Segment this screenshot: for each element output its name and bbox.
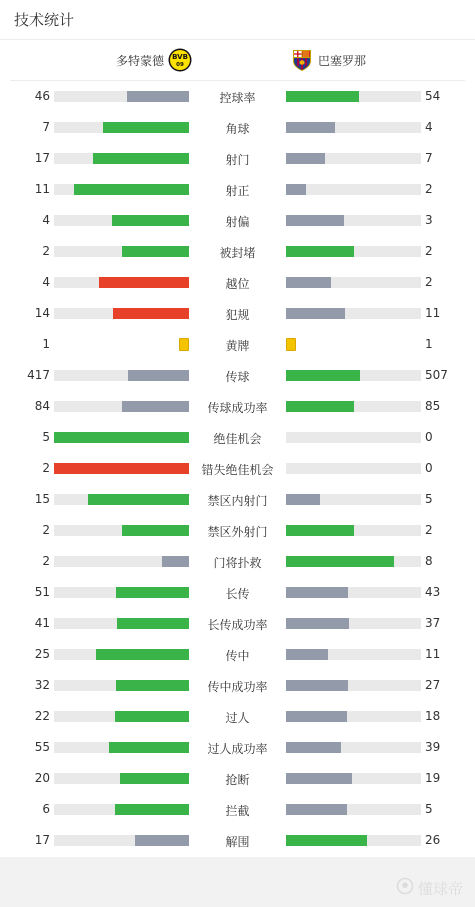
- home-bar-track: [54, 401, 189, 412]
- home-bar-track: [54, 494, 189, 505]
- home-bar-fill: [120, 773, 189, 784]
- home-bar-fill: [88, 494, 189, 505]
- home-value: 417: [27, 368, 50, 382]
- svg-text:09: 09: [176, 62, 184, 68]
- home-value: 46: [34, 89, 50, 103]
- away-bar-fill: [286, 246, 354, 257]
- home-bar-fill: [128, 370, 189, 381]
- away-bar-fill: [286, 370, 360, 381]
- away-value: 37: [425, 616, 441, 630]
- home-value: 17: [34, 833, 50, 847]
- home-team[interactable]: [116, 48, 192, 72]
- stat-label: 长传: [225, 587, 250, 601]
- away-bar-fill: [286, 401, 354, 412]
- home-bar-track: [54, 835, 189, 846]
- away-value: 8: [425, 554, 433, 568]
- yellow-card-icon: [179, 338, 189, 351]
- stat-label: 犯规: [225, 308, 250, 322]
- home-value: 2: [42, 554, 50, 568]
- away-bar-fill: [286, 556, 394, 567]
- away-bar-track: [286, 308, 421, 319]
- home-bar-track: [54, 91, 189, 102]
- home-value: 4: [42, 275, 50, 289]
- home-bar-track: [54, 649, 189, 660]
- away-bar-fill: [286, 122, 335, 133]
- stat-label: 射门: [225, 153, 250, 167]
- away-value: 27: [425, 678, 441, 692]
- svg-text:BVB: BVB: [172, 53, 188, 61]
- home-bar-fill: [93, 153, 189, 164]
- away-bar-track: [286, 773, 421, 784]
- stat-label: 传球成功率: [207, 401, 268, 415]
- away-value: 0: [425, 461, 433, 475]
- home-value: 55: [34, 740, 50, 754]
- stat-label: 传中: [225, 649, 250, 663]
- home-bar-fill: [54, 463, 189, 474]
- away-value: 85: [425, 399, 441, 413]
- stats-list: [0, 81, 475, 856]
- home-bar-track: [54, 804, 189, 815]
- home-bar-track: [54, 587, 189, 598]
- away-bar-fill: [286, 494, 320, 505]
- away-bar-track: [286, 277, 421, 288]
- home-bar-track: [54, 308, 189, 319]
- away-bar-fill: [286, 215, 344, 226]
- stat-row: [0, 81, 475, 112]
- stat-label: 射正: [225, 184, 250, 198]
- home-bar-track: [54, 153, 189, 164]
- home-value: 17: [34, 151, 50, 165]
- stat-label: 角球: [225, 122, 250, 136]
- home-value: 5: [42, 430, 50, 444]
- stat-row: [0, 484, 475, 515]
- away-bar-track: [286, 215, 421, 226]
- away-bar-fill: [286, 680, 348, 691]
- home-bar-track: [54, 525, 189, 536]
- away-bar-fill: [286, 184, 306, 195]
- home-value: 41: [34, 616, 50, 630]
- away-bar-track: [286, 742, 421, 753]
- home-value: 84: [34, 399, 50, 413]
- home-bar-fill: [116, 587, 189, 598]
- home-value: 20: [34, 771, 50, 785]
- stat-row: [0, 236, 475, 267]
- away-bar-fill: [286, 308, 345, 319]
- stat-label: 黄牌: [225, 339, 250, 353]
- away-value: 0: [425, 430, 433, 444]
- home-bar-fill: [162, 556, 189, 567]
- away-value: 54: [425, 89, 441, 103]
- away-bar-track: [286, 463, 421, 474]
- away-value: 5: [425, 492, 433, 506]
- away-bar-fill: [286, 587, 348, 598]
- home-value: 11: [34, 182, 50, 196]
- away-value: 2: [425, 244, 433, 258]
- football-icon: [396, 877, 414, 899]
- home-bar-track: [54, 773, 189, 784]
- away-value: 4: [425, 120, 433, 134]
- fcb-crest-icon: [290, 48, 314, 72]
- away-value: 7: [425, 151, 433, 165]
- away-bar-fill: [286, 91, 359, 102]
- stat-row: [0, 825, 475, 856]
- stat-row: [0, 360, 475, 391]
- home-bar-track: [54, 215, 189, 226]
- stat-label: 传中成功率: [207, 680, 268, 694]
- away-bar-track: [286, 122, 421, 133]
- stat-label: 射偏: [225, 215, 250, 229]
- section-title: 技术统计: [14, 11, 75, 29]
- home-bar-track: [54, 711, 189, 722]
- home-bar-fill: [115, 711, 189, 722]
- away-bar-track: [286, 246, 421, 257]
- away-bar-fill: [286, 525, 354, 536]
- stat-row: [0, 515, 475, 546]
- away-bar-fill: [286, 649, 328, 660]
- stat-row: [0, 608, 475, 639]
- away-bar-fill: [286, 277, 331, 288]
- home-value: 14: [34, 306, 50, 320]
- home-value: 7: [42, 120, 50, 134]
- home-bar-fill: [112, 215, 189, 226]
- home-bar-fill: [122, 246, 190, 257]
- away-bar-fill: [286, 773, 352, 784]
- home-bar-track: [54, 680, 189, 691]
- away-team-name: 巴塞罗那: [318, 53, 367, 68]
- home-bar-track: [54, 618, 189, 629]
- stat-row: [0, 577, 475, 608]
- away-value: 5: [425, 802, 433, 816]
- stat-row: [0, 174, 475, 205]
- home-bar-fill: [103, 122, 189, 133]
- home-bar-track: [54, 184, 189, 195]
- stat-row: [0, 794, 475, 825]
- away-value: 43: [425, 585, 441, 599]
- stat-label: 禁区内射门: [207, 494, 268, 508]
- away-value: 2: [425, 523, 433, 537]
- home-bar-fill: [74, 184, 189, 195]
- away-bar-track: [286, 153, 421, 164]
- home-bar-fill: [116, 680, 189, 691]
- away-bar-track: [286, 711, 421, 722]
- bvb-crest-icon: [168, 48, 192, 72]
- away-bar-track: [286, 494, 421, 505]
- home-bar-fill: [113, 308, 189, 319]
- away-bar-track: [286, 525, 421, 536]
- home-value: 15: [34, 492, 50, 506]
- home-bar-track: [54, 370, 189, 381]
- home-value: 4: [42, 213, 50, 227]
- home-bar-fill: [115, 804, 189, 815]
- away-value: 507: [425, 368, 448, 382]
- home-bar-fill: [96, 649, 189, 660]
- away-bar-track: [286, 370, 421, 381]
- footer: [0, 857, 475, 907]
- stat-label: 拦截: [225, 804, 250, 818]
- away-bar-fill: [286, 711, 347, 722]
- home-bar-track: [54, 463, 189, 474]
- yellow-card-icon: [286, 338, 296, 351]
- stat-label: 控球率: [219, 91, 256, 105]
- stat-label: 传球: [225, 370, 250, 384]
- home-bar-fill: [99, 277, 189, 288]
- away-value: 39: [425, 740, 441, 754]
- home-bar-fill: [54, 432, 189, 443]
- stat-label: 长传成功率: [207, 618, 268, 632]
- stat-label: 门将扑救: [213, 556, 262, 570]
- stat-row: [0, 205, 475, 236]
- stat-row: [0, 391, 475, 422]
- stat-label: 绝佳机会: [213, 432, 262, 446]
- stat-row: [0, 298, 475, 329]
- away-value: 3: [425, 213, 433, 227]
- watermark-text: 懂球帝: [417, 879, 463, 898]
- stat-label: 过人成功率: [207, 742, 268, 756]
- home-value: 1: [42, 337, 50, 351]
- stat-row: [0, 143, 475, 174]
- away-bar-track: [286, 680, 421, 691]
- teams-header: [10, 40, 465, 81]
- home-value: 51: [34, 585, 50, 599]
- away-bar-track: [286, 184, 421, 195]
- stat-row: [0, 639, 475, 670]
- away-bar-track: [286, 835, 421, 846]
- home-bar-track: [54, 277, 189, 288]
- stat-row: [0, 732, 475, 763]
- away-bar-fill: [286, 153, 325, 164]
- stat-label: 抢断: [225, 773, 250, 787]
- stat-label: 被封堵: [219, 246, 256, 260]
- home-bar-fill: [117, 618, 189, 629]
- stat-row: [0, 546, 475, 577]
- away-value: 18: [425, 709, 441, 723]
- stat-label: 错失绝佳机会: [201, 463, 274, 477]
- home-bar-fill: [122, 401, 190, 412]
- away-bar-track: [286, 649, 421, 660]
- home-value: 22: [34, 709, 50, 723]
- away-value: 2: [425, 275, 433, 289]
- home-value: 25: [34, 647, 50, 661]
- home-value: 2: [42, 244, 50, 258]
- home-bar-track: [54, 742, 189, 753]
- stat-row: [0, 763, 475, 794]
- away-bar-track: [286, 804, 421, 815]
- stat-row: [0, 422, 475, 453]
- stat-label: 越位: [225, 277, 250, 291]
- away-bar-fill: [286, 804, 347, 815]
- home-bar-fill: [109, 742, 189, 753]
- away-value: 11: [425, 306, 441, 320]
- stat-row: [0, 670, 475, 701]
- away-value: 26: [425, 833, 441, 847]
- away-value: 2: [425, 182, 433, 196]
- home-bar-track: [54, 246, 189, 257]
- away-bar-fill: [286, 618, 349, 629]
- away-team[interactable]: [290, 48, 366, 72]
- stat-row: [0, 453, 475, 484]
- away-bar-fill: [286, 835, 367, 846]
- away-bar-track: [286, 618, 421, 629]
- stat-label: 禁区外射门: [207, 525, 268, 539]
- home-value: 32: [34, 678, 50, 692]
- home-value: 2: [42, 461, 50, 475]
- home-bar-fill: [127, 91, 189, 102]
- away-value: 19: [425, 771, 441, 785]
- home-bar-track: [54, 556, 189, 567]
- away-bar-track: [286, 556, 421, 567]
- section-header: [0, 0, 475, 40]
- stat-row: [0, 329, 475, 360]
- home-bar-track: [54, 432, 189, 443]
- watermark: [396, 877, 463, 899]
- stat-row: [0, 112, 475, 143]
- home-bar-fill: [122, 525, 190, 536]
- away-value: 11: [425, 647, 441, 661]
- home-team-name: 多特蒙德: [115, 53, 164, 68]
- away-bar-fill: [286, 742, 341, 753]
- home-value: 2: [42, 523, 50, 537]
- away-bar-track: [286, 401, 421, 412]
- stat-row: [0, 701, 475, 732]
- stat-label: 解围: [225, 835, 250, 849]
- away-bar-track: [286, 587, 421, 598]
- stat-label: 过人: [225, 711, 250, 725]
- stat-row: [0, 267, 475, 298]
- away-value: 1: [425, 337, 433, 351]
- home-bar-fill: [135, 835, 189, 846]
- away-bar-track: [286, 432, 421, 443]
- home-value: 6: [42, 802, 50, 816]
- home-bar-track: [54, 122, 189, 133]
- away-bar-track: [286, 91, 421, 102]
